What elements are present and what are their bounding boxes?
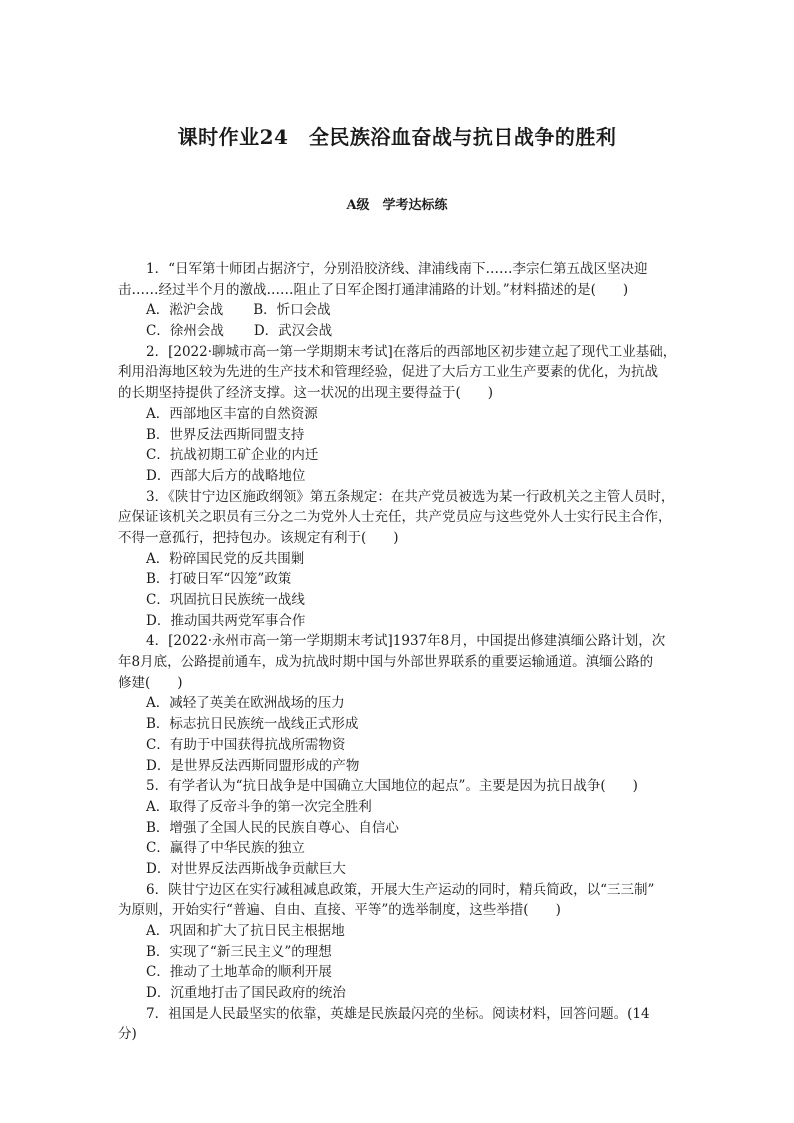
option-c: C．有助于中国获得抗战所需物资 [146,736,346,753]
question-1-line-2: 击……经过半个月的激战……阻止了日军企图打通津浦路的计划。”材料描述的是( ) [118,281,629,298]
option-a: A．粉碎国民党的反共围剿 [146,550,305,567]
question-list [118,259,677,1045]
option-d: D．武汉会战 [253,323,333,340]
option-c: C．抗战初期工矿企业的内迁 [146,447,319,464]
option-d: D．推动国共两党军事合作 [146,612,306,629]
question-1-options-row-1 [118,300,663,321]
option-a: A．巩固和扩大了抗日民主根据地 [146,923,345,939]
question-6-line-1: 6．陕甘宁边区在实行减租减息政策，开展大生产运动的同时，精兵简政，以“三三制” [146,881,655,898]
option-d: D．沉重地打击了国民政府的统治 [146,985,346,1002]
question-3-line-2: 应保证该机关之职员有三分之二为党外人士充任，共产党员应与这些党外人士实行民主合作， [118,509,672,526]
question-6-line-2: 为原则，开始实行“普遍、自由、直接、平等”的选举制度，这些举措( ) [118,902,561,919]
question-4-line-3: 修建( ) [118,674,183,691]
option-c: C．推动了土地革命的顺利开展 [146,964,332,981]
option-b: B．忻口会战 [253,302,331,319]
option-a: A．减轻了英美在欧洲战场的压力 [146,695,345,712]
option-d: D．西部大后方的战略地位 [146,467,306,484]
option-b: B．标志抗日民族统一战线正式形成 [146,716,359,733]
option-c: C．徐州会战 [146,323,224,340]
option-d: D．是世界反法西斯同盟形成的产物 [146,757,360,774]
question-3-line-1: 3．《陕甘宁边区施政纲领》第五条规定：在共产党员被选为某一行政机关之主管人员时， [146,488,675,505]
question-3-line-3: 不得一意孤行，把持包办。该规定有利于( ) [118,529,399,546]
question-7-line-1: 7．祖国是人民最坚实的依靠，英雄是民族最闪亮的坐标。阅读材料，回答问题。(14 [146,1005,650,1022]
question-4-line-2: 年8月底，公路提前通车，成为抗战时期中国与外部世界联系的重要运输通道。滇缅公路的 [118,654,654,671]
question-1-options-row-2 [118,321,663,342]
question-7-line-2: 分) [118,1026,137,1043]
option-b: B．世界反法西斯同盟支持 [146,426,305,443]
question-2-line-3: 的长期坚持提供了经济支撑。这一状况的出现主要得益于( ) [118,385,494,402]
option-b: B．实现了“新三民主义”的理想 [146,943,332,960]
option-b: B．增强了全国人民的民族自尊心、自信心 [146,819,399,836]
option-a: A．西部地区丰富的自然资源 [146,405,318,422]
document-title: 课时作业24 全民族浴血奋战与抗日战争的胜利 [177,125,617,149]
question-1-line-1: 1．“日军第十师团占据济宁，分别沿胶济线、津浦线南下……李宗仁第五战区坚决迎 [146,261,648,277]
option-d: D．对世界反法西斯战争贡献巨大 [146,860,346,877]
section-heading: A级 学考达标练 [346,198,448,213]
option-c: C．巩固抗日民族统一战线 [146,592,305,608]
option-a: A．取得了反帝斗争的第一次完全胜利 [146,798,372,815]
question-5-line-1: 5．有学者认为“抗日战争是中国确立大国地位的起点”。主要是因为抗日战争( ) [146,778,638,795]
question-4-line-1: 4．[2022·永州市高一第一学期期末考试]1937年8月，中国提出修建滇缅公路计划，次 [146,633,666,650]
question-2-line-2: 利用沿海地区较为先进的生产技术和管理经验，促进了大后方工业生产要素的优化，为抗战 [118,364,658,381]
option-b: B．打破日军“囚笼”政策 [146,571,292,588]
option-a: A．淞沪会战 [146,302,224,319]
option-c: C．赢得了中华民族的独立 [146,840,305,857]
question-2-line-1: 2．[2022·聊城市高一第一学期期末考试]在落后的西部地区初步建立起了现代工业基础， [146,343,677,360]
